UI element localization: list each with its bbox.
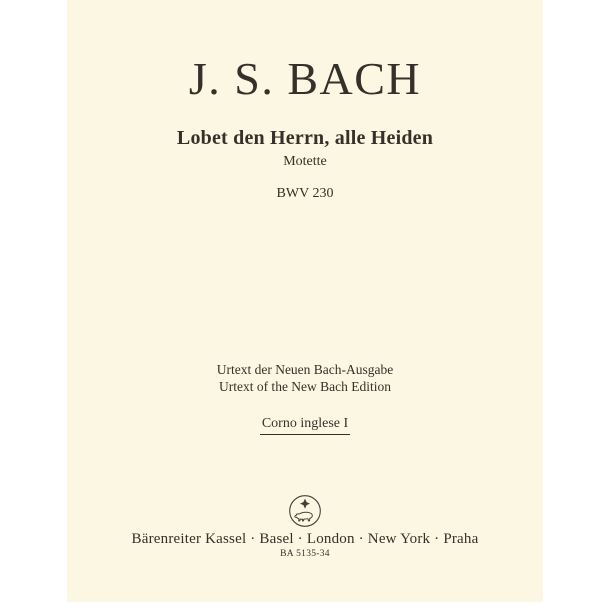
publisher-cities-line: Bärenreiter Kassel · Basel · London · New York · Praha	[131, 531, 479, 547]
barenreiter-logo-icon	[288, 494, 322, 528]
instrument-part-name: Corno inglese I	[67, 416, 543, 435]
edition-number: BA 5135-34	[280, 549, 330, 559]
urtext-note	[67, 361, 543, 395]
urtext-line-english: Urtext of the New Bach Edition	[218, 379, 392, 394]
score-cover-page	[67, 0, 543, 602]
genre-label: Motette	[283, 154, 327, 169]
catalog-number: BWV 230	[276, 186, 334, 201]
composer-title: J. S. BACH	[188, 53, 422, 104]
star-icon	[300, 499, 310, 509]
work-title: Lobet den Herrn, alle Heiden	[176, 127, 434, 149]
urtext-line-german: Urtext der Neuen Bach-Ausgabe	[216, 362, 394, 377]
bear-icon	[295, 512, 312, 521]
publisher-logo	[67, 494, 543, 530]
